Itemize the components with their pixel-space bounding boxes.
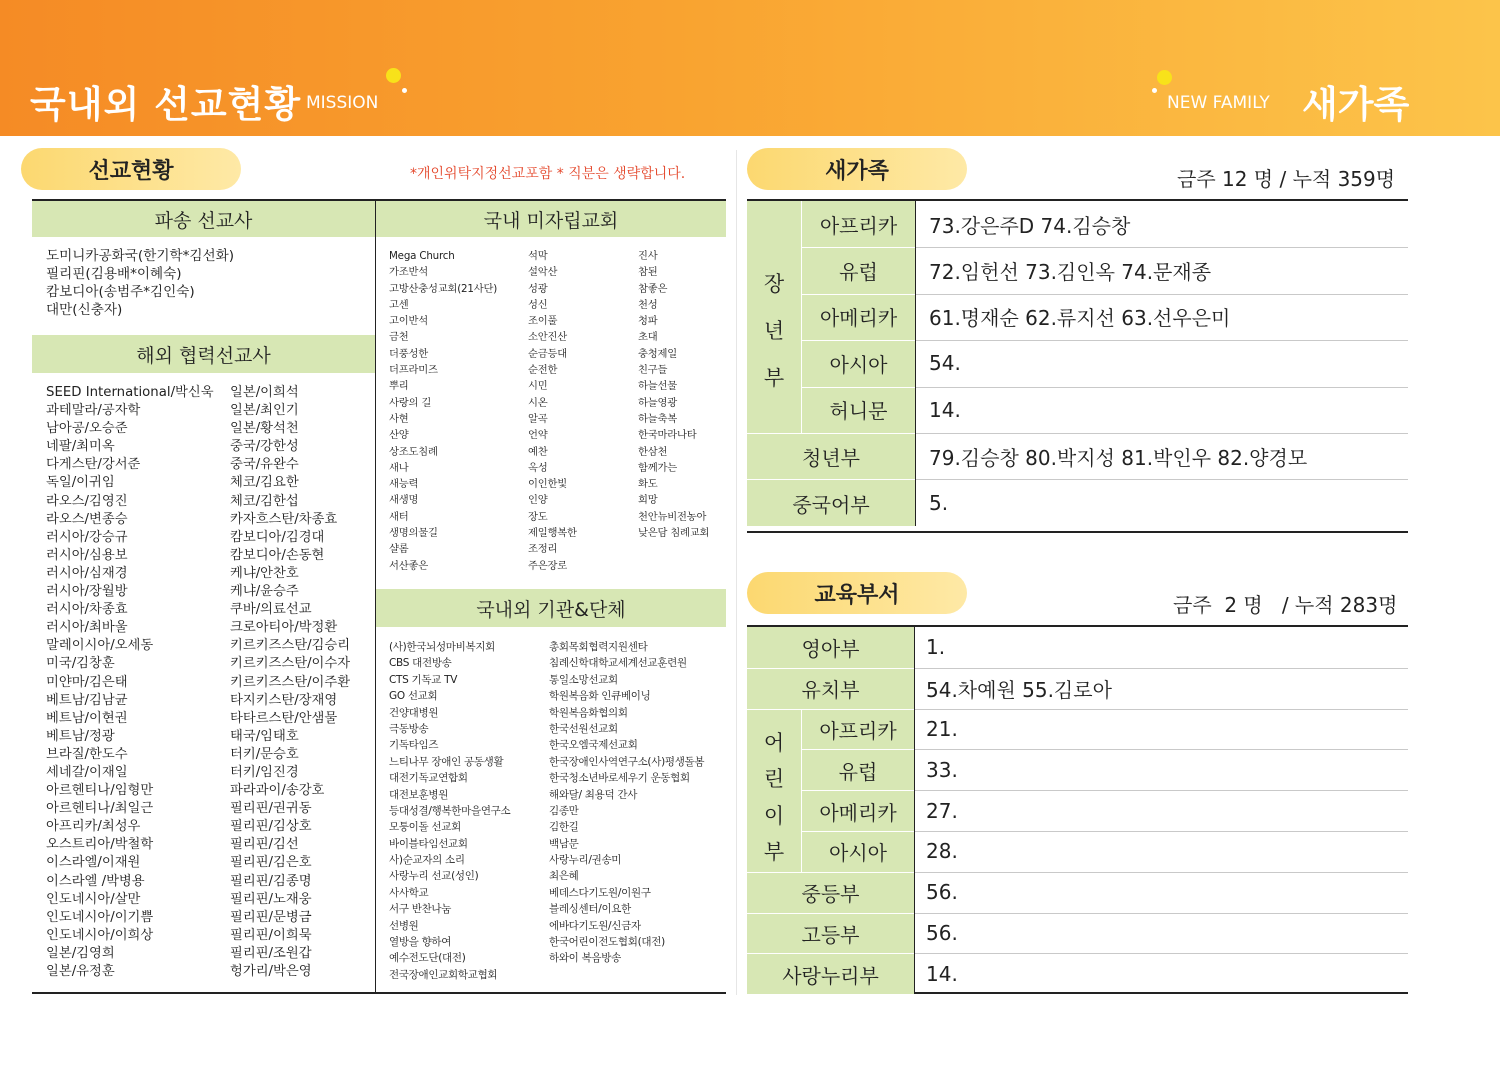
category-cell: 유치부 xyxy=(747,669,914,709)
list-item: 새터 xyxy=(389,510,409,523)
category-cell: 아시아 xyxy=(802,832,914,872)
category-cell: 고등부 xyxy=(747,914,914,954)
list-item: 화도 xyxy=(638,478,658,491)
list-item: 베트남/김남균 xyxy=(46,692,128,708)
list-item: 인도네시아/살만 xyxy=(46,891,141,907)
list-item: 사사학교 xyxy=(389,886,429,899)
list-item: 헝가리/박은영 xyxy=(230,964,312,979)
list-item: 전국장애인교회학교협회 xyxy=(389,968,498,981)
category-cell: 중국어부 xyxy=(747,480,915,525)
list-item: 낮은담 침례교회 xyxy=(638,527,710,540)
list-item: 한국마라나타 xyxy=(638,429,697,442)
list-item: 한국어린이전도협회(대전) xyxy=(549,936,665,949)
mission-note: *개인위탁지정선교포함 * 직분은 생략합니다. xyxy=(410,166,686,182)
list-item: 침례신학대학교세계선교훈련원 xyxy=(549,657,687,670)
list-item: 참좋은 xyxy=(638,282,668,295)
list-item: 선병원 xyxy=(389,919,419,932)
list-item: 필리핀/권귀동 xyxy=(230,801,312,817)
list-item: 베트남/이현권 xyxy=(46,710,128,726)
list-item: 더프라미즈 xyxy=(389,364,438,377)
list-item: 한국오엠국제선교회 xyxy=(549,739,638,752)
list-item: 미얀마/김은태 xyxy=(46,674,128,690)
value-cell: 27. xyxy=(926,798,958,823)
list-item: SEED International/박신욱 xyxy=(46,385,214,400)
list-item: 파라과이/송강호 xyxy=(230,783,325,799)
list-item: CTS 기독교 TV xyxy=(389,673,458,686)
list-item: 극동방송 xyxy=(389,722,429,735)
list-item: 백남문 xyxy=(549,837,579,850)
value-cell: 72.임헌선 73.김인옥 74.문재종 xyxy=(929,260,1212,285)
newfamily-title: 새가족 xyxy=(1302,83,1410,126)
list-item: 사랑누리 선교(성인) xyxy=(389,870,479,883)
list-item: 터키/임진경 xyxy=(230,764,299,780)
list-item: 필리핀/김선 xyxy=(230,837,299,853)
category-cell: 사랑누리부 xyxy=(747,954,914,994)
list-item: 사)순교자의 소리 xyxy=(389,854,465,867)
list-item: 아프리카/최성우 xyxy=(46,819,141,835)
list-item: 캄보디아/손동현 xyxy=(230,547,325,563)
domestic-list-col3 xyxy=(638,248,709,541)
list-item: 고방산충성교회(21사단) xyxy=(389,282,498,295)
list-item: 하늘축복 xyxy=(638,412,677,425)
list-item: 건양대병원 xyxy=(389,706,439,719)
list-item: 대만(신충자) xyxy=(46,302,123,319)
row-divider xyxy=(915,479,1408,480)
nf-bottom-line xyxy=(747,531,1408,533)
list-item: 최은혜 xyxy=(549,870,579,883)
row-divider xyxy=(914,831,1408,832)
newfamily-pill: 새가족 xyxy=(747,148,967,190)
list-item: 새생명 xyxy=(389,494,419,507)
list-item: 필리핀/이희묵 xyxy=(230,927,312,943)
list-item: 성신 xyxy=(528,298,548,311)
category-cell: 아메리카 xyxy=(802,294,915,340)
list-item: 아르헨티나/임형만 xyxy=(46,783,154,799)
list-item: 해와달/ 최용덕 간사 xyxy=(549,788,638,801)
list-item: 인양 xyxy=(528,494,548,507)
list-item: 일본/황석천 xyxy=(230,421,299,437)
overseas-header: 해외 협력선교사 xyxy=(32,335,375,373)
list-item: 열방을 향하여 xyxy=(389,936,452,949)
list-item: 러시아/장월방 xyxy=(46,584,128,600)
list-item: 주은장로 xyxy=(528,559,567,572)
value-cell: 28. xyxy=(926,839,958,864)
list-item: (사)한국뇌성마비복지회 xyxy=(389,641,496,653)
list-item: 남아공/오승준 xyxy=(46,421,128,437)
list-item: 일본/유정훈 xyxy=(46,964,115,979)
org-list-col1 xyxy=(389,639,510,983)
list-item: 소안진산 xyxy=(528,331,567,344)
group-char: 린 xyxy=(763,767,785,792)
list-item: 함께가는 xyxy=(638,461,677,474)
education-pill: 교육부서 xyxy=(747,572,967,614)
column-divider xyxy=(915,201,916,526)
value-cell: 73.강은주D 74.김승창 xyxy=(929,213,1131,238)
group-char: 이 xyxy=(763,803,785,828)
list-item: 중국/강한성 xyxy=(230,439,299,455)
list-item: 진사 xyxy=(638,250,658,262)
list-item: 태국/임태호 xyxy=(230,728,299,744)
list-item: GO 선교회 xyxy=(389,690,438,703)
org-header: 국내외 기관&단체 xyxy=(376,589,726,627)
cell-divider xyxy=(801,709,802,872)
list-item: 고센 xyxy=(389,298,409,311)
list-item: 사현 xyxy=(389,412,409,425)
overseas-list-col2 xyxy=(230,384,350,981)
value-cell: 5. xyxy=(929,490,949,515)
group-char: 장 xyxy=(763,272,785,296)
category-cell: 중등부 xyxy=(747,873,914,913)
org-list-col2 xyxy=(549,639,704,967)
list-item: 하늘영광 xyxy=(638,396,677,409)
list-item: 상조도침례 xyxy=(389,445,438,458)
group-label-adult xyxy=(747,261,801,402)
list-item: 대전보훈병원 xyxy=(389,788,449,801)
list-item: 세네갈/이재일 xyxy=(46,764,128,780)
mission-title: 국내외 선교현황 xyxy=(30,83,302,126)
list-item: 사랑의 길 xyxy=(389,396,432,409)
list-item: 오스트리아/박철학 xyxy=(46,837,154,853)
list-item: 터키/문승호 xyxy=(230,746,299,762)
list-item: 케냐/윤승주 xyxy=(230,584,299,600)
list-item: 필리핀/김종명 xyxy=(230,873,312,889)
list-item: 이스라엘 /박병용 xyxy=(46,873,145,889)
group-char: 부 xyxy=(763,366,785,390)
newfamily-subtitle: NEW FAMILY xyxy=(1167,93,1270,113)
value-cell: 56. xyxy=(926,920,958,945)
list-item: 학원복음화협의회 xyxy=(549,706,628,719)
list-item: 서산좋은 xyxy=(389,559,428,572)
domestic-list-col1 xyxy=(389,248,497,574)
list-item: 초대 xyxy=(638,331,658,344)
list-item: 브라질/한도수 xyxy=(46,746,128,762)
list-item: 청파 xyxy=(638,315,658,328)
row-divider xyxy=(914,913,1408,914)
list-item: 새능력 xyxy=(389,478,419,491)
list-item: 한삼천 xyxy=(638,445,668,458)
list-item: 러시아/최바울 xyxy=(46,620,128,636)
value-cell: 14. xyxy=(929,397,961,422)
row-divider xyxy=(915,340,1408,341)
list-item: 천성 xyxy=(638,298,658,311)
mission-status-pill: 선교현황 xyxy=(21,148,241,190)
list-item: 통일소망선교회 xyxy=(549,673,618,686)
list-item: 필리핀/노재웅 xyxy=(230,891,312,907)
category-cell: 영아부 xyxy=(747,627,914,668)
value-cell: 54. xyxy=(929,351,961,376)
list-item: 체코/김한섭 xyxy=(230,493,299,509)
list-item: 네팔/최미옥 xyxy=(46,439,115,455)
small-dot-icon xyxy=(1152,88,1157,93)
list-item: 말레이시아/오세동 xyxy=(46,638,154,654)
education-summary: 금주 2 명 / 누적 283명 xyxy=(1173,593,1398,617)
list-item: Mega Church xyxy=(389,250,455,262)
list-item: 설악산 xyxy=(528,266,558,279)
row-divider xyxy=(915,387,1408,388)
list-item: 블레싱센터/이요한 xyxy=(549,903,631,916)
list-item: 키르키즈스탄/이주환 xyxy=(230,674,351,690)
list-item: 순전한 xyxy=(528,364,558,377)
list-item: 필리핀/문병금 xyxy=(230,909,312,925)
list-item: 희망 xyxy=(638,494,658,507)
list-item: 필리핀/김상호 xyxy=(230,819,312,835)
list-item: 한국청소년바로세우기 운동협회 xyxy=(549,772,690,785)
value-cell: 56. xyxy=(926,880,958,905)
yellow-dot-icon xyxy=(386,68,401,83)
list-item: 석막 xyxy=(528,250,548,262)
category-cell: 아메리카 xyxy=(802,791,914,831)
list-item: 순금등대 xyxy=(528,347,567,360)
list-item: 기독타임즈 xyxy=(389,739,439,752)
list-item: 필리핀/김은호 xyxy=(230,855,312,871)
category-cell: 허니문 xyxy=(802,387,915,433)
domestic-list-col2 xyxy=(528,248,577,574)
list-item: 바이블타임선교회 xyxy=(389,837,468,850)
list-item: 고이반석 xyxy=(389,315,428,328)
dispatch-header: 파송 선교사 xyxy=(32,201,375,237)
list-item: 키르키즈스탄/김승리 xyxy=(230,638,351,654)
group-char: 부 xyxy=(763,840,785,865)
list-item: 캄보디아(송범주*김인숙) xyxy=(46,284,195,301)
list-item: 러시아/강승규 xyxy=(46,529,128,545)
list-item: 예찬 xyxy=(528,445,548,458)
row-divider xyxy=(914,709,1408,710)
list-item: 타지키스탄/장재영 xyxy=(230,692,338,708)
row-divider xyxy=(914,749,1408,750)
row-divider xyxy=(914,790,1408,791)
value-cell: 21. xyxy=(926,716,958,741)
list-item: 러시아/심용보 xyxy=(46,547,128,563)
list-item: 에바다기도원/신금자 xyxy=(549,919,641,932)
category-cell: 유럽 xyxy=(802,247,915,293)
row-divider xyxy=(914,953,1408,954)
list-item: 독일/이귀임 xyxy=(46,475,115,491)
list-item: 한국선원선교회 xyxy=(549,722,618,735)
list-item: 일본/이희석 xyxy=(230,385,299,400)
row-divider xyxy=(914,872,1408,873)
value-cell: 1. xyxy=(926,635,946,660)
list-item: 총회목회협력지원센타 xyxy=(549,641,648,653)
list-item: 사랑누리/권송미 xyxy=(549,854,622,867)
domestic-header: 국내 미자립교회 xyxy=(376,201,726,237)
row-divider xyxy=(915,247,1408,248)
value-cell: 54.차예원 55.김로아 xyxy=(926,677,1112,702)
value-cell: 61.명재순 62.류지선 63.선우은미 xyxy=(929,306,1231,331)
list-item: 라오스/변종승 xyxy=(46,511,128,527)
list-item: 다게스탄/강서준 xyxy=(46,457,141,473)
list-item: 과테말라/공자학 xyxy=(46,403,141,419)
table-bottom-line xyxy=(32,992,726,994)
list-item: 시온 xyxy=(528,396,548,409)
category-cell: 아시아 xyxy=(802,340,915,386)
list-item: 이스라엘/이재원 xyxy=(46,855,141,871)
list-item: 예수전도단(대전) xyxy=(389,952,466,965)
list-item: 한국장애인사역연구소(사)평생돌봄 xyxy=(549,755,705,768)
list-item: 필리핀(김용배*이혜숙) xyxy=(46,266,182,283)
list-item: 서구 반찬나눔 xyxy=(389,903,452,916)
list-item: 키르키즈스탄/이수자 xyxy=(230,656,351,672)
list-item: 모퉁이돌 선교회 xyxy=(389,821,461,834)
list-item: 김한길 xyxy=(549,821,579,834)
list-item: 일본/김영희 xyxy=(46,945,115,961)
newfamily-summary: 금주 12 명 / 누적 359명 xyxy=(1177,167,1396,191)
list-item: 장도 xyxy=(528,510,548,523)
list-item: 옥성 xyxy=(528,461,548,474)
list-item: 생명의물길 xyxy=(389,527,438,540)
list-item: 제일행복한 xyxy=(528,527,577,540)
list-item: 학원복음화 인큐베이닝 xyxy=(549,690,651,703)
list-item: 등대성결/행복한마을연구소 xyxy=(389,804,511,817)
list-item: 조이풀 xyxy=(528,315,558,328)
list-item: 산양 xyxy=(389,429,409,442)
list-item: 더풍성한 xyxy=(389,347,428,360)
list-item: 베트남/정광 xyxy=(46,728,115,744)
list-item: 가조반석 xyxy=(389,266,428,279)
column-divider xyxy=(914,627,915,994)
list-item: 알곡 xyxy=(528,412,548,425)
list-item: 캄보디아/김경대 xyxy=(230,529,325,545)
dispatch-list xyxy=(46,247,234,319)
category-cell: 유럽 xyxy=(802,750,914,790)
list-item: 하늘선물 xyxy=(638,380,677,393)
yellow-dot-icon xyxy=(1157,70,1172,85)
list-item: CBS 대전방송 xyxy=(389,657,452,670)
list-item: 쿠바/의료선교 xyxy=(230,602,312,618)
list-item: 타타르스탄/안샘물 xyxy=(230,710,338,726)
list-item: 김종만 xyxy=(549,804,579,817)
list-item: 케냐/안찬호 xyxy=(230,565,299,581)
list-item: 시민 xyxy=(528,380,548,393)
list-item: 느티나무 장애인 공동생활 xyxy=(389,755,504,768)
list-item: 베데스다기도원/이원구 xyxy=(549,886,651,899)
group-label-children xyxy=(747,725,801,871)
list-item: 인도네시아/이희상 xyxy=(46,927,154,943)
group-char: 년 xyxy=(763,319,785,343)
row-divider xyxy=(915,294,1408,295)
list-item: 인도네시아/이기쁨 xyxy=(46,909,154,925)
value-cell: 33. xyxy=(926,757,958,782)
list-item: 뿌리 xyxy=(389,380,409,393)
list-item: 성광 xyxy=(528,282,548,295)
list-item: 러시아/차종효 xyxy=(46,602,128,618)
list-item: 천안뉴비전농아 xyxy=(638,510,707,523)
mission-subtitle: MISSION xyxy=(306,93,379,113)
list-item: 크로아티아/박정환 xyxy=(230,620,338,636)
list-item: 체코/김요한 xyxy=(230,475,299,491)
list-item: 러시아/심재경 xyxy=(46,565,128,581)
list-item: 충청제일 xyxy=(638,347,677,360)
list-item: 필리핀/조원갑 xyxy=(230,945,312,961)
list-item: 미국/김창훈 xyxy=(46,656,115,672)
list-item: 일본/최인기 xyxy=(230,403,299,419)
list-item: 대전기독교연합회 xyxy=(389,772,468,785)
group-char: 어 xyxy=(763,730,785,755)
value-cell: 14. xyxy=(926,961,958,986)
list-item: 금천 xyxy=(389,331,409,344)
list-item: 아르헨티나/최일근 xyxy=(46,801,154,817)
list-item: 중국/유완수 xyxy=(230,457,299,473)
category-cell: 청년부 xyxy=(747,434,915,479)
list-item: 새나 xyxy=(389,461,409,474)
overseas-list-col1 xyxy=(46,384,214,981)
list-item: 도미니카공화국(한기학*김선화) xyxy=(46,248,235,264)
category-cell: 아프리카 xyxy=(802,710,914,750)
list-item: 조정리 xyxy=(528,543,558,556)
list-item: 언약 xyxy=(528,429,548,442)
list-item: 친구들 xyxy=(638,364,668,377)
cell-divider xyxy=(801,201,802,433)
value-cell: 79.김승창 80.박지성 81.박인우 82.양경모 xyxy=(929,445,1308,470)
list-item: 라오스/김영진 xyxy=(46,493,128,509)
small-dot-icon xyxy=(402,88,407,93)
list-item: 이인한빛 xyxy=(528,478,567,491)
list-item: 샬롬 xyxy=(389,543,409,556)
list-item: 참된 xyxy=(638,266,658,279)
category-cell: 아프리카 xyxy=(802,201,915,247)
list-item: 하와이 복음방송 xyxy=(549,952,621,965)
center-divider xyxy=(736,150,737,995)
list-item: 카자흐스탄/차종효 xyxy=(230,511,338,527)
